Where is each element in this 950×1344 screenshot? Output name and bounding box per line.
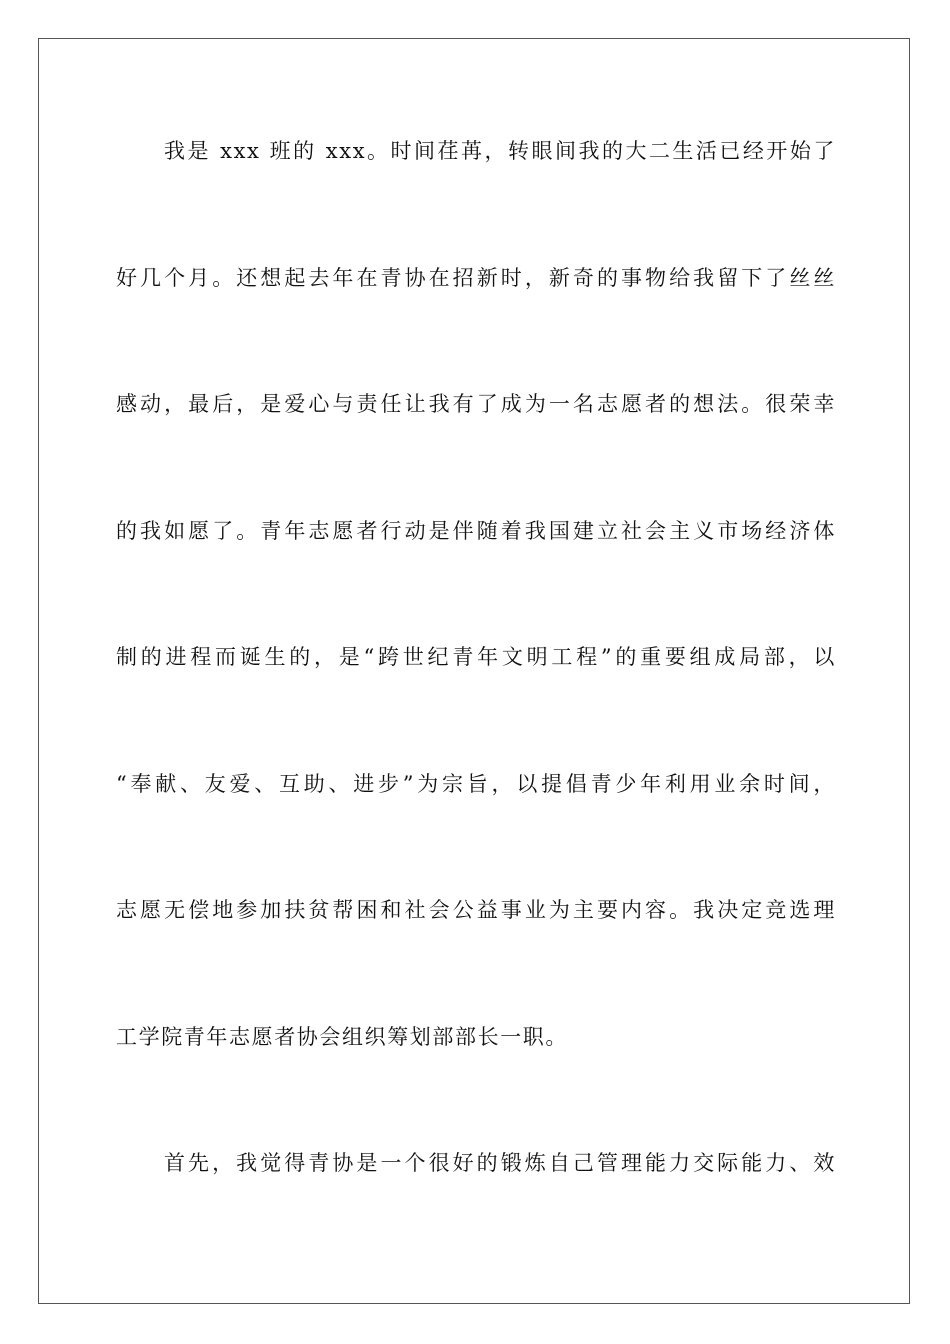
text-line: 工学院青年志愿者协会组织筹划部部长一职。 (116, 1024, 568, 1049)
text-line: 志愿无偿地参加扶贫帮困和社会公益事业为主要内容。我决定竞选理 (116, 898, 836, 922)
text-line: 感动，最后，是爱心与责任让我有了成为一名志愿者的想法。很荣幸 (116, 392, 836, 416)
text-line: 我是 xxx 班的 xxx。时间荏苒，转眼间我的大二生活已经开始了 (164, 139, 836, 163)
text-line: 制的进程而诞生的，是“跨世纪青年文明工程”的重要组成局部，以 (116, 645, 836, 669)
text-line: 的我如愿了。青年志愿者行动是伴随着我国建立社会主义市场经济体 (116, 518, 836, 543)
text-line: 首先，我觉得青协是一个很好的锻炼自己管理能力交际能力、效 (164, 1151, 836, 1175)
document-body (116, 128, 836, 1267)
text-line: 好几个月。还想起去年在青协在招新时，新奇的事物给我留下了丝丝 (116, 265, 836, 290)
paragraph-1 (116, 128, 836, 1140)
text-line: “奉献、友爱、互助、进步”为宗旨，以提倡青少年利用业余时间， (116, 771, 836, 796)
paragraph-2 (116, 1140, 836, 1267)
